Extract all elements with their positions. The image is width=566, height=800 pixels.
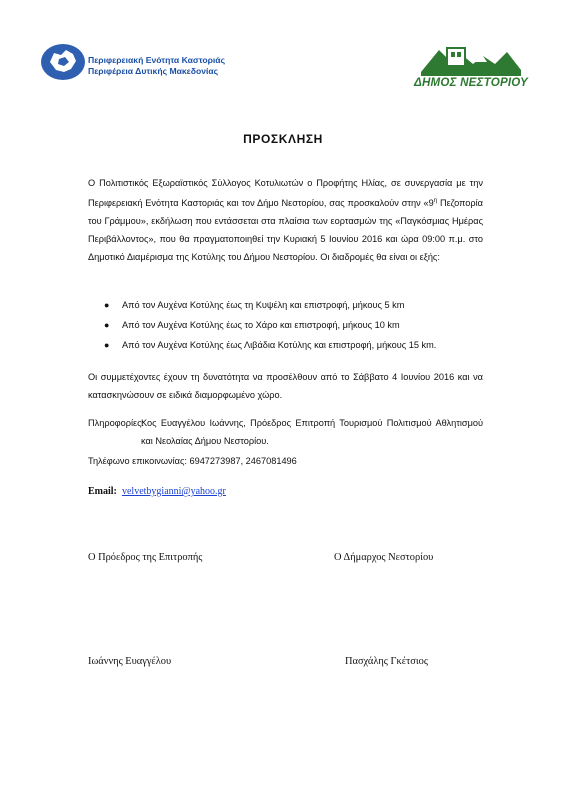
bullet-icon: ● bbox=[104, 340, 110, 350]
bullet-icon: ● bbox=[104, 300, 110, 310]
region-name: Περιφέρεια Δυτικής Μακεδονίας bbox=[88, 66, 219, 76]
intro-part-1: Ο Πολιτιστικός Εξωραϊστικός Σύλλογος Κοτυλιωτών ο Προφήτης Ηλίας, σε συνεργασία με την Περιφερειακή Ενότητα Καστοριάς και τον Δήμο Νεστορίου, σας προσκαλούν στην «9 bbox=[88, 178, 483, 209]
route-text: Από τον Αυχένα Κοτύλης έως τη Κυψέλη και επιστροφή, μήκους 5 km bbox=[122, 300, 405, 310]
mayor-name: Πασχάλης Γκέτσιος bbox=[345, 656, 428, 667]
list-item bbox=[104, 295, 436, 315]
intro-superscript: η bbox=[433, 198, 438, 204]
info-text: Κος Ευαγγέλου Ιωάννης, Πρόεδρος Επιτροπή Τουρισμού Πολιτισμού Αθλητισμού και Νεολαίας Δήμου Νεστορίου. bbox=[141, 418, 483, 446]
email-link[interactable]: velvetbygianni@yahoo.gr bbox=[121, 486, 226, 497]
bullet-icon: ● bbox=[104, 320, 110, 330]
info-label: Πληροφορίες: bbox=[88, 418, 145, 428]
list-item bbox=[104, 335, 437, 355]
arrival-paragraph: Οι συμμετέχοντες έχουν τη δυνατότητα να προσέλθουν από το Σάββατο 4 Ιουνίου 2016 και να κατασκηνώσουν σε ειδικά διαμορφωμένο χώρο. bbox=[88, 372, 483, 400]
route-text: Από τον Αυχένα Κοτύλης έως Λιβάδια Κοτύλης και επιστροφή, μήκους 15 km. bbox=[122, 340, 437, 350]
routes-list bbox=[104, 295, 437, 355]
municipality-name: ΔΗΜΟΣ ΝΕΣΤΟΡΙΟΥ bbox=[414, 76, 528, 89]
region-unit-name: Περιφερειακή Ενότητα Καστοριάς bbox=[88, 55, 226, 65]
route-text: Από τον Αυχένα Κοτύλης έως το Χάρο και επιστροφή, μήκους 10 km bbox=[122, 320, 400, 330]
list-item bbox=[104, 315, 436, 335]
region-logo-text bbox=[88, 55, 225, 77]
email-row bbox=[88, 479, 226, 498]
document-title: ΠΡΟΣΚΛΗΣΗ bbox=[243, 132, 323, 146]
intro-paragraph bbox=[88, 174, 483, 266]
phone-line: Τηλέφωνο επικοινωνίας: 6947273987, 2467081496 bbox=[88, 456, 297, 466]
region-map-icon bbox=[40, 42, 86, 82]
committee-president-name: Ιωάννης Ευαγγέλου bbox=[88, 656, 172, 667]
mayor-role: Ο Δήμαρχος Νεστορίου bbox=[334, 552, 434, 563]
intro-part-2: Πεζοπορία του Γράμμου», εκδήλωση που εντάσσεται στα πλαίσια των εορτασμών της «Παγκόσμιας Ημέρας Περιβάλλοντος», που θα πραγματοποιηθεί την Κυριακή 5 Ιουνίου 2016 και ώρα 09:00 π.μ. στο Δημοτικό Διαμέρισμα της Κοτύλης του Δήμου Νεστορίου. Οι διαδρομές θα είναι οι εξής: bbox=[88, 198, 483, 263]
email-label: Email: bbox=[88, 486, 117, 497]
committee-president-role: Ο Πρόεδρος της Επιτροπής bbox=[88, 552, 203, 563]
